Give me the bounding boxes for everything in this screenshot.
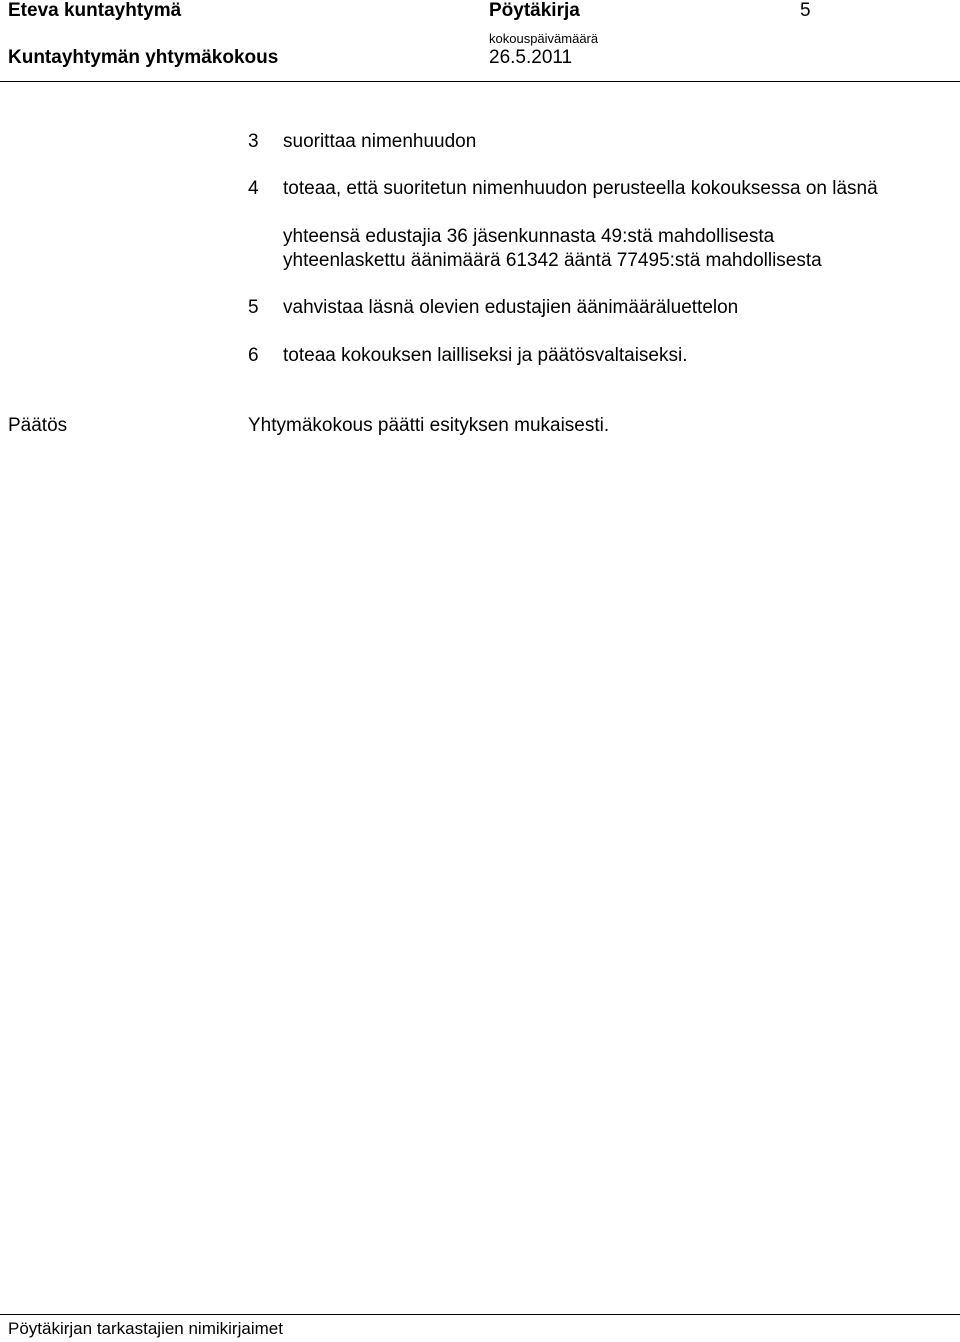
footer-divider (0, 1314, 960, 1315)
item-text-4: toteaa, että suoritetun nimenhuudon perusteella kokouksessa on läsnä (283, 178, 878, 199)
decision-label: Päätös (8, 415, 68, 436)
item-text-6: toteaa kokouksen lailliseksi ja päätösvaltaiseksi. (283, 345, 688, 366)
meeting-date: 26.5.2011 (489, 47, 573, 68)
item-number-4: 4 (248, 178, 259, 199)
item-number-3: 3 (248, 131, 259, 152)
meeting-body-name: Kuntayhtymän yhtymäkokous (8, 47, 279, 68)
page-number: 5 (800, 0, 811, 21)
attendance-line-votes: yhteenlaskettu äänimäärä 61342 ääntä 77495:stä mahdollisesta (283, 250, 822, 271)
item-text-3: suorittaa nimenhuudon (283, 131, 477, 152)
date-label: kokouspäivämäärä (489, 31, 599, 46)
document-type: Pöytäkirja (489, 0, 580, 21)
item-number-6: 6 (248, 345, 259, 366)
item-number-5: 5 (248, 297, 259, 318)
decision-text: Yhtymäkokous päätti esityksen mukaisesti. (248, 415, 610, 436)
footer-initials-label: Pöytäkirjan tarkastajien nimikirjaimet (8, 1319, 283, 1338)
attendance-line-delegates: yhteensä edustajia 36 jäsenkunnasta 49:stä mahdollisesta (283, 226, 775, 247)
organization-name: Eteva kuntayhtymä (8, 0, 182, 21)
header-divider (0, 81, 960, 82)
item-text-5: vahvistaa läsnä olevien edustajien äänimääräluettelon (283, 297, 739, 318)
